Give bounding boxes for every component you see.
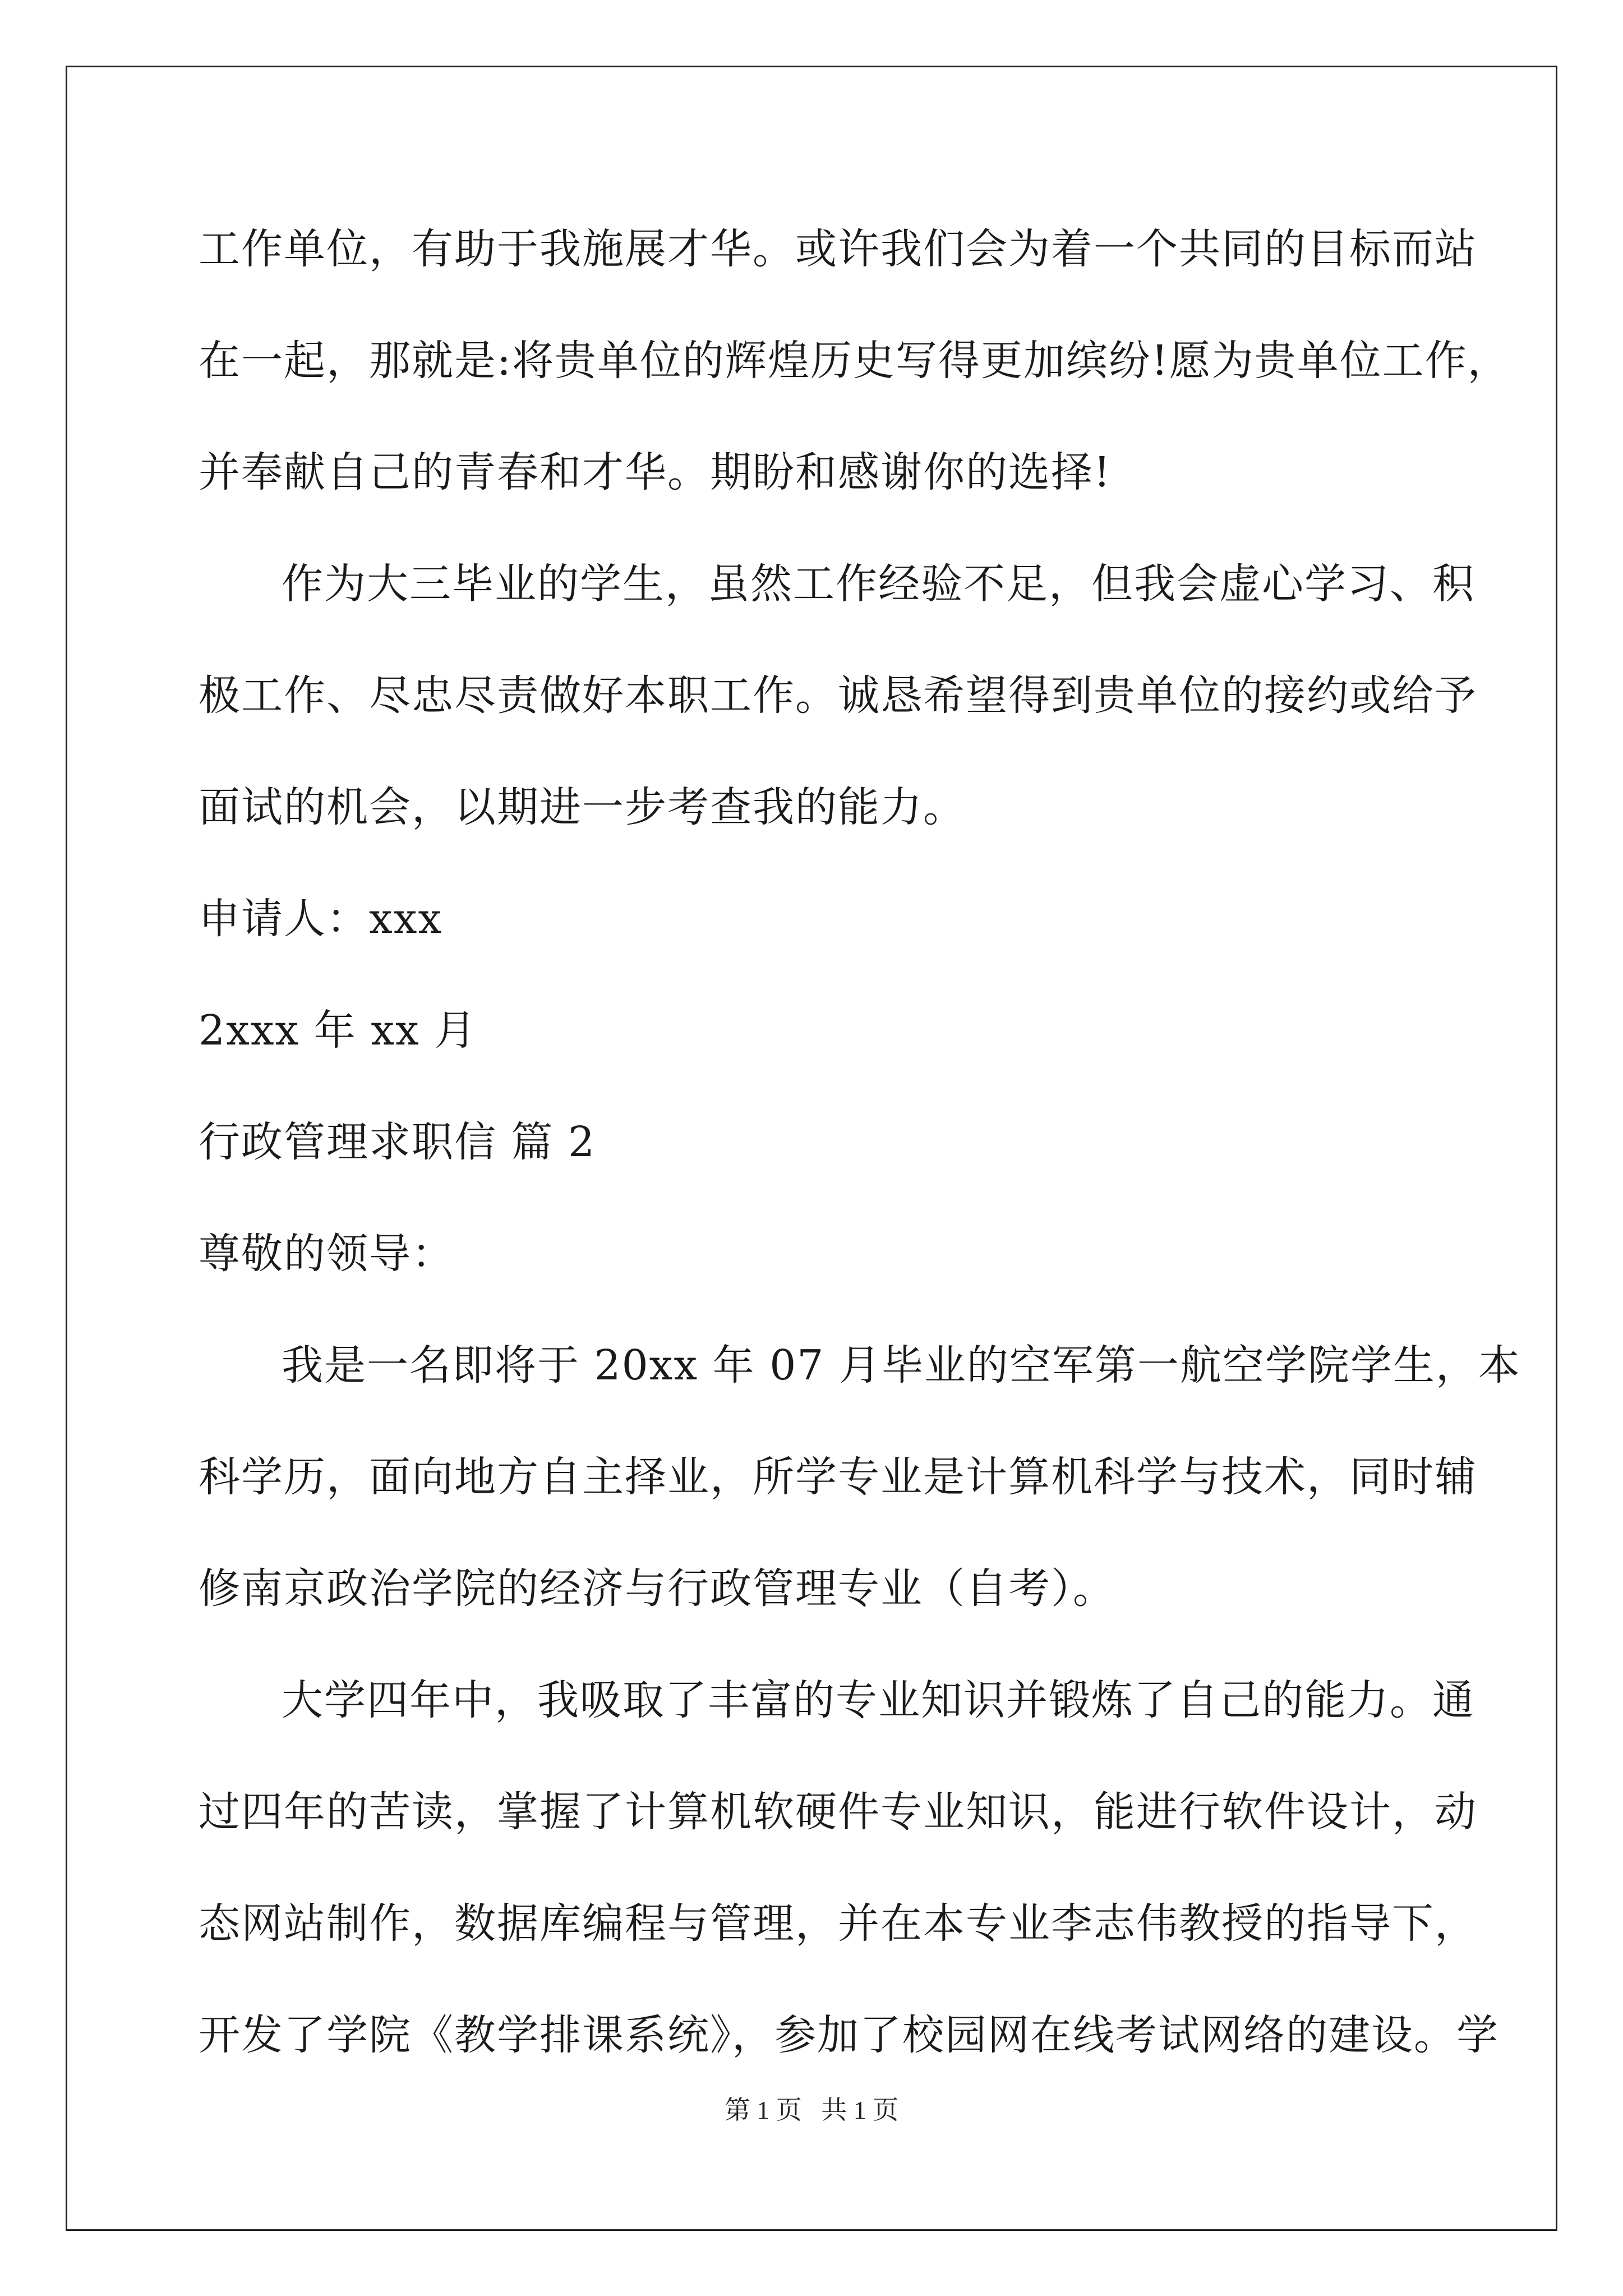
text-line: 过四年的苦读，掌握了计算机软硬件专业知识，能进行软件设计，动: [199, 1788, 1477, 1836]
section-title: 行政管理求职信 篇 2: [199, 1118, 596, 1166]
text-line: 工作单位，有助于我施展才华。或许我们会为着一个共同的目标而站: [199, 225, 1477, 273]
date-line: 2xxx 年 xx 月: [199, 1006, 477, 1055]
text-line: 修南京政治学院的经济与行政管理专业（自考）。: [199, 1565, 1115, 1613]
text-line: 开发了学院《教学排课系统》，参加了校园网在线考试网络的建设。学: [199, 2011, 1499, 2059]
text-line: 并奉献自己的青春和才华。期盼和感谢你的选择!: [199, 448, 1112, 496]
page-number-footer: 第 1 页 共 1 页: [724, 2096, 899, 2124]
text-line: 极工作、尽忠尽责做好本职工作。诚恳希望得到贵单位的接约或给予: [199, 671, 1477, 720]
paragraph-first-line: 作为大三毕业的学生，虽然工作经验不足，但我会虚心学习、积: [282, 560, 1475, 608]
text-line: 科学历，面向地方自主择业，所学专业是计算机科学与技术，同时辅: [199, 1453, 1477, 1501]
text-line: 面试的机会，以期进一步考查我的能力。: [199, 783, 966, 831]
paragraph-first-line: 我是一名即将于 20xx 年 07 月毕业的空军第一航空学院学生，本: [282, 1341, 1521, 1389]
document-body: [199, 216, 1521, 2114]
text-line: 在一起，那就是:将贵单位的辉煌历史写得更加缤纷!愿为贵单位工作，: [199, 337, 1510, 385]
paragraph-first-line: 大学四年中，我吸取了丰富的专业知识并锻炼了自己的能力。通: [282, 1676, 1475, 1724]
applicant-line: 申请人：xxx: [199, 895, 443, 943]
salutation: 尊敬的领导：: [199, 1230, 454, 1278]
text-line: 态网站制作，数据库编程与管理，并在本专业李志伟教授的指导下，: [199, 1899, 1477, 1948]
